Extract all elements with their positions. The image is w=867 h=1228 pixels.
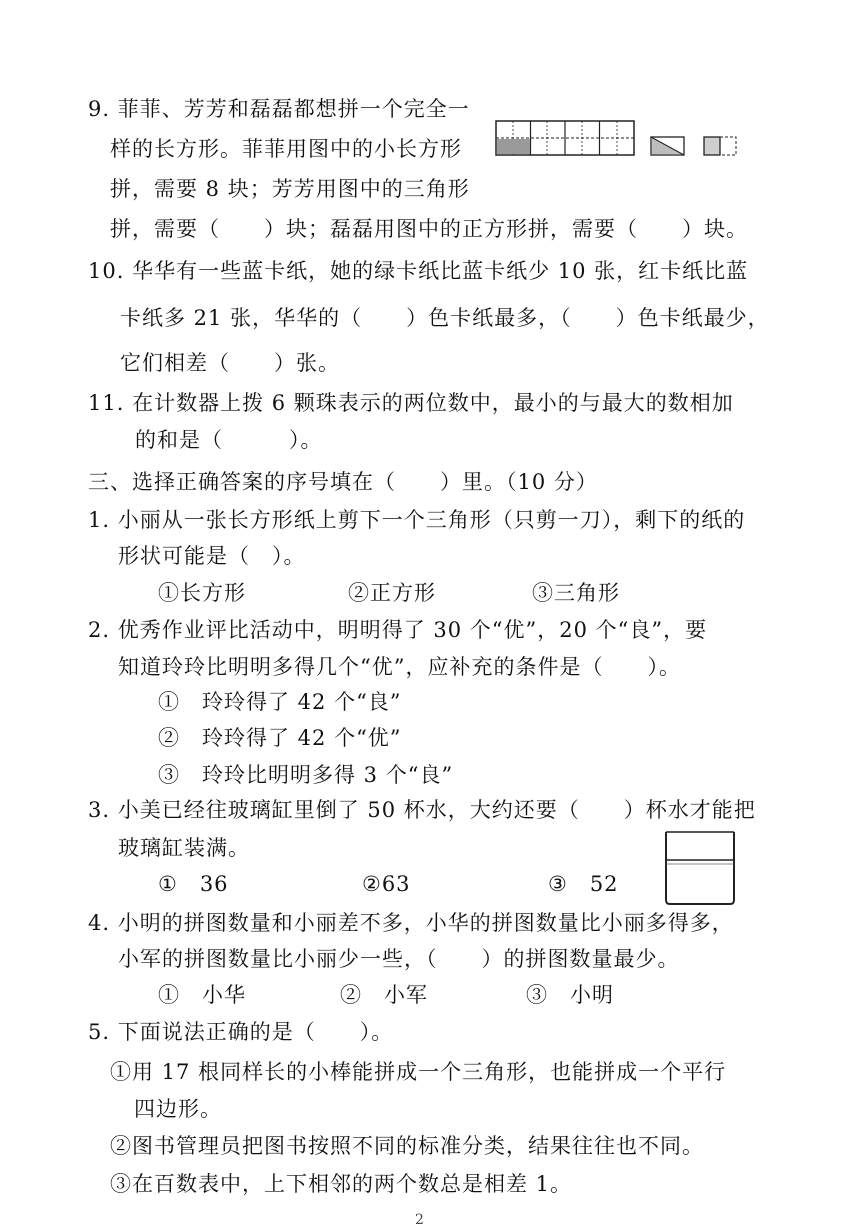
page-number: 2: [415, 1212, 424, 1228]
c2-option-1: ① 玲玲得了 42 个“良”: [158, 690, 402, 714]
q9-line-4: 拼，需要（ ）块；磊磊用图中的正方形拼，需要（ ）块。: [110, 217, 748, 241]
c1-option-3: ③三角形: [532, 581, 620, 605]
c5-option-1-line-2: 四边形。: [134, 1097, 222, 1121]
q10-line-2: 卡纸多 21 张，华华的（ ）色卡纸最多，（ ）色卡纸最少，: [120, 306, 770, 330]
c2-option-3: ③ 玲玲比明明多得 3 个“良”: [158, 763, 454, 787]
c2-option-2: ② 玲玲得了 42 个“优”: [158, 726, 402, 750]
c2-line-1: 2. 优秀作业评比活动中，明明得了 30 个“优”，20 个“良”，要: [88, 618, 708, 642]
c5-line-1: 5. 下面说法正确的是（ ）。: [88, 1020, 394, 1044]
c5-option-3: ③在百数表中，上下相邻的两个数总是相差 1。: [110, 1172, 573, 1196]
q9-line-3: 拼，需要 8 块；芳芳用图中的三角形: [110, 177, 470, 201]
glass-tank-figure: [660, 828, 742, 908]
q10-line-1: 10. 华华有一些蓝卡纸，她的绿卡纸比蓝卡纸少 10 张，红卡纸比蓝: [88, 259, 749, 283]
q9-triangle-piece-icon: [650, 135, 686, 159]
c3-line-2: 玻璃缸装满。: [118, 836, 250, 860]
c4-line-1: 4. 小明的拼图数量和小丽差不多，小华的拼图数量比小丽多得多，: [88, 911, 734, 935]
c4-option-2: ② 小军: [340, 983, 428, 1007]
c1-line-1: 1. 小丽从一张长方形纸上剪下一个三角形（只剪一刀），剩下的纸的: [88, 508, 746, 532]
section-3-heading: 三、选择正确答案的序号填在（ ）里。（10 分）: [88, 470, 598, 494]
q10-line-3: 它们相差（ ）张。: [120, 351, 340, 375]
c5-option-1-line-1: ①用 17 根同样长的小棒能拼成一个三角形，也能拼成一个平行: [110, 1060, 727, 1084]
c4-option-3: ③ 小明: [526, 983, 614, 1007]
c4-option-1: ① 小华: [158, 983, 246, 1007]
c5-option-2: ②图书管理员把图书按照不同的标准分类，结果往往也不同。: [110, 1134, 704, 1158]
c4-line-2: 小军的拼图数量比小丽少一些，（ ）的拼图数量最少。: [118, 947, 680, 971]
c2-line-2: 知道玲玲比明明多得几个“优”，应补充的条件是（ ）。: [118, 655, 681, 679]
q9-rectangle-grid-figure: [495, 120, 637, 158]
c1-option-1: ①长方形: [158, 581, 246, 605]
q9-line-2: 样的长方形。菲菲用图中的小长方形: [110, 137, 462, 161]
q9-line-1: 9. 菲菲、芳芳和磊磊都想拼一个完全一: [88, 97, 470, 121]
q9-square-piece-icon: [702, 135, 738, 159]
q11-line-1: 11. 在计数器上拨 6 颗珠表示的两位数中，最小的与最大的数相加: [88, 391, 734, 415]
c3-option-2: ②63: [362, 872, 411, 896]
c3-option-1: ① 36: [158, 872, 229, 896]
c1-line-2: 形状可能是（ ）。: [118, 544, 306, 568]
c1-option-2: ②正方形: [348, 581, 436, 605]
c3-line-1: 3. 小美已经往玻璃缸里倒了 50 杯水，大约还要（ ）杯水才能把: [88, 798, 756, 822]
q11-line-2: 的和是（ ）。: [135, 428, 323, 452]
c3-option-3: ③ 52: [548, 872, 619, 896]
